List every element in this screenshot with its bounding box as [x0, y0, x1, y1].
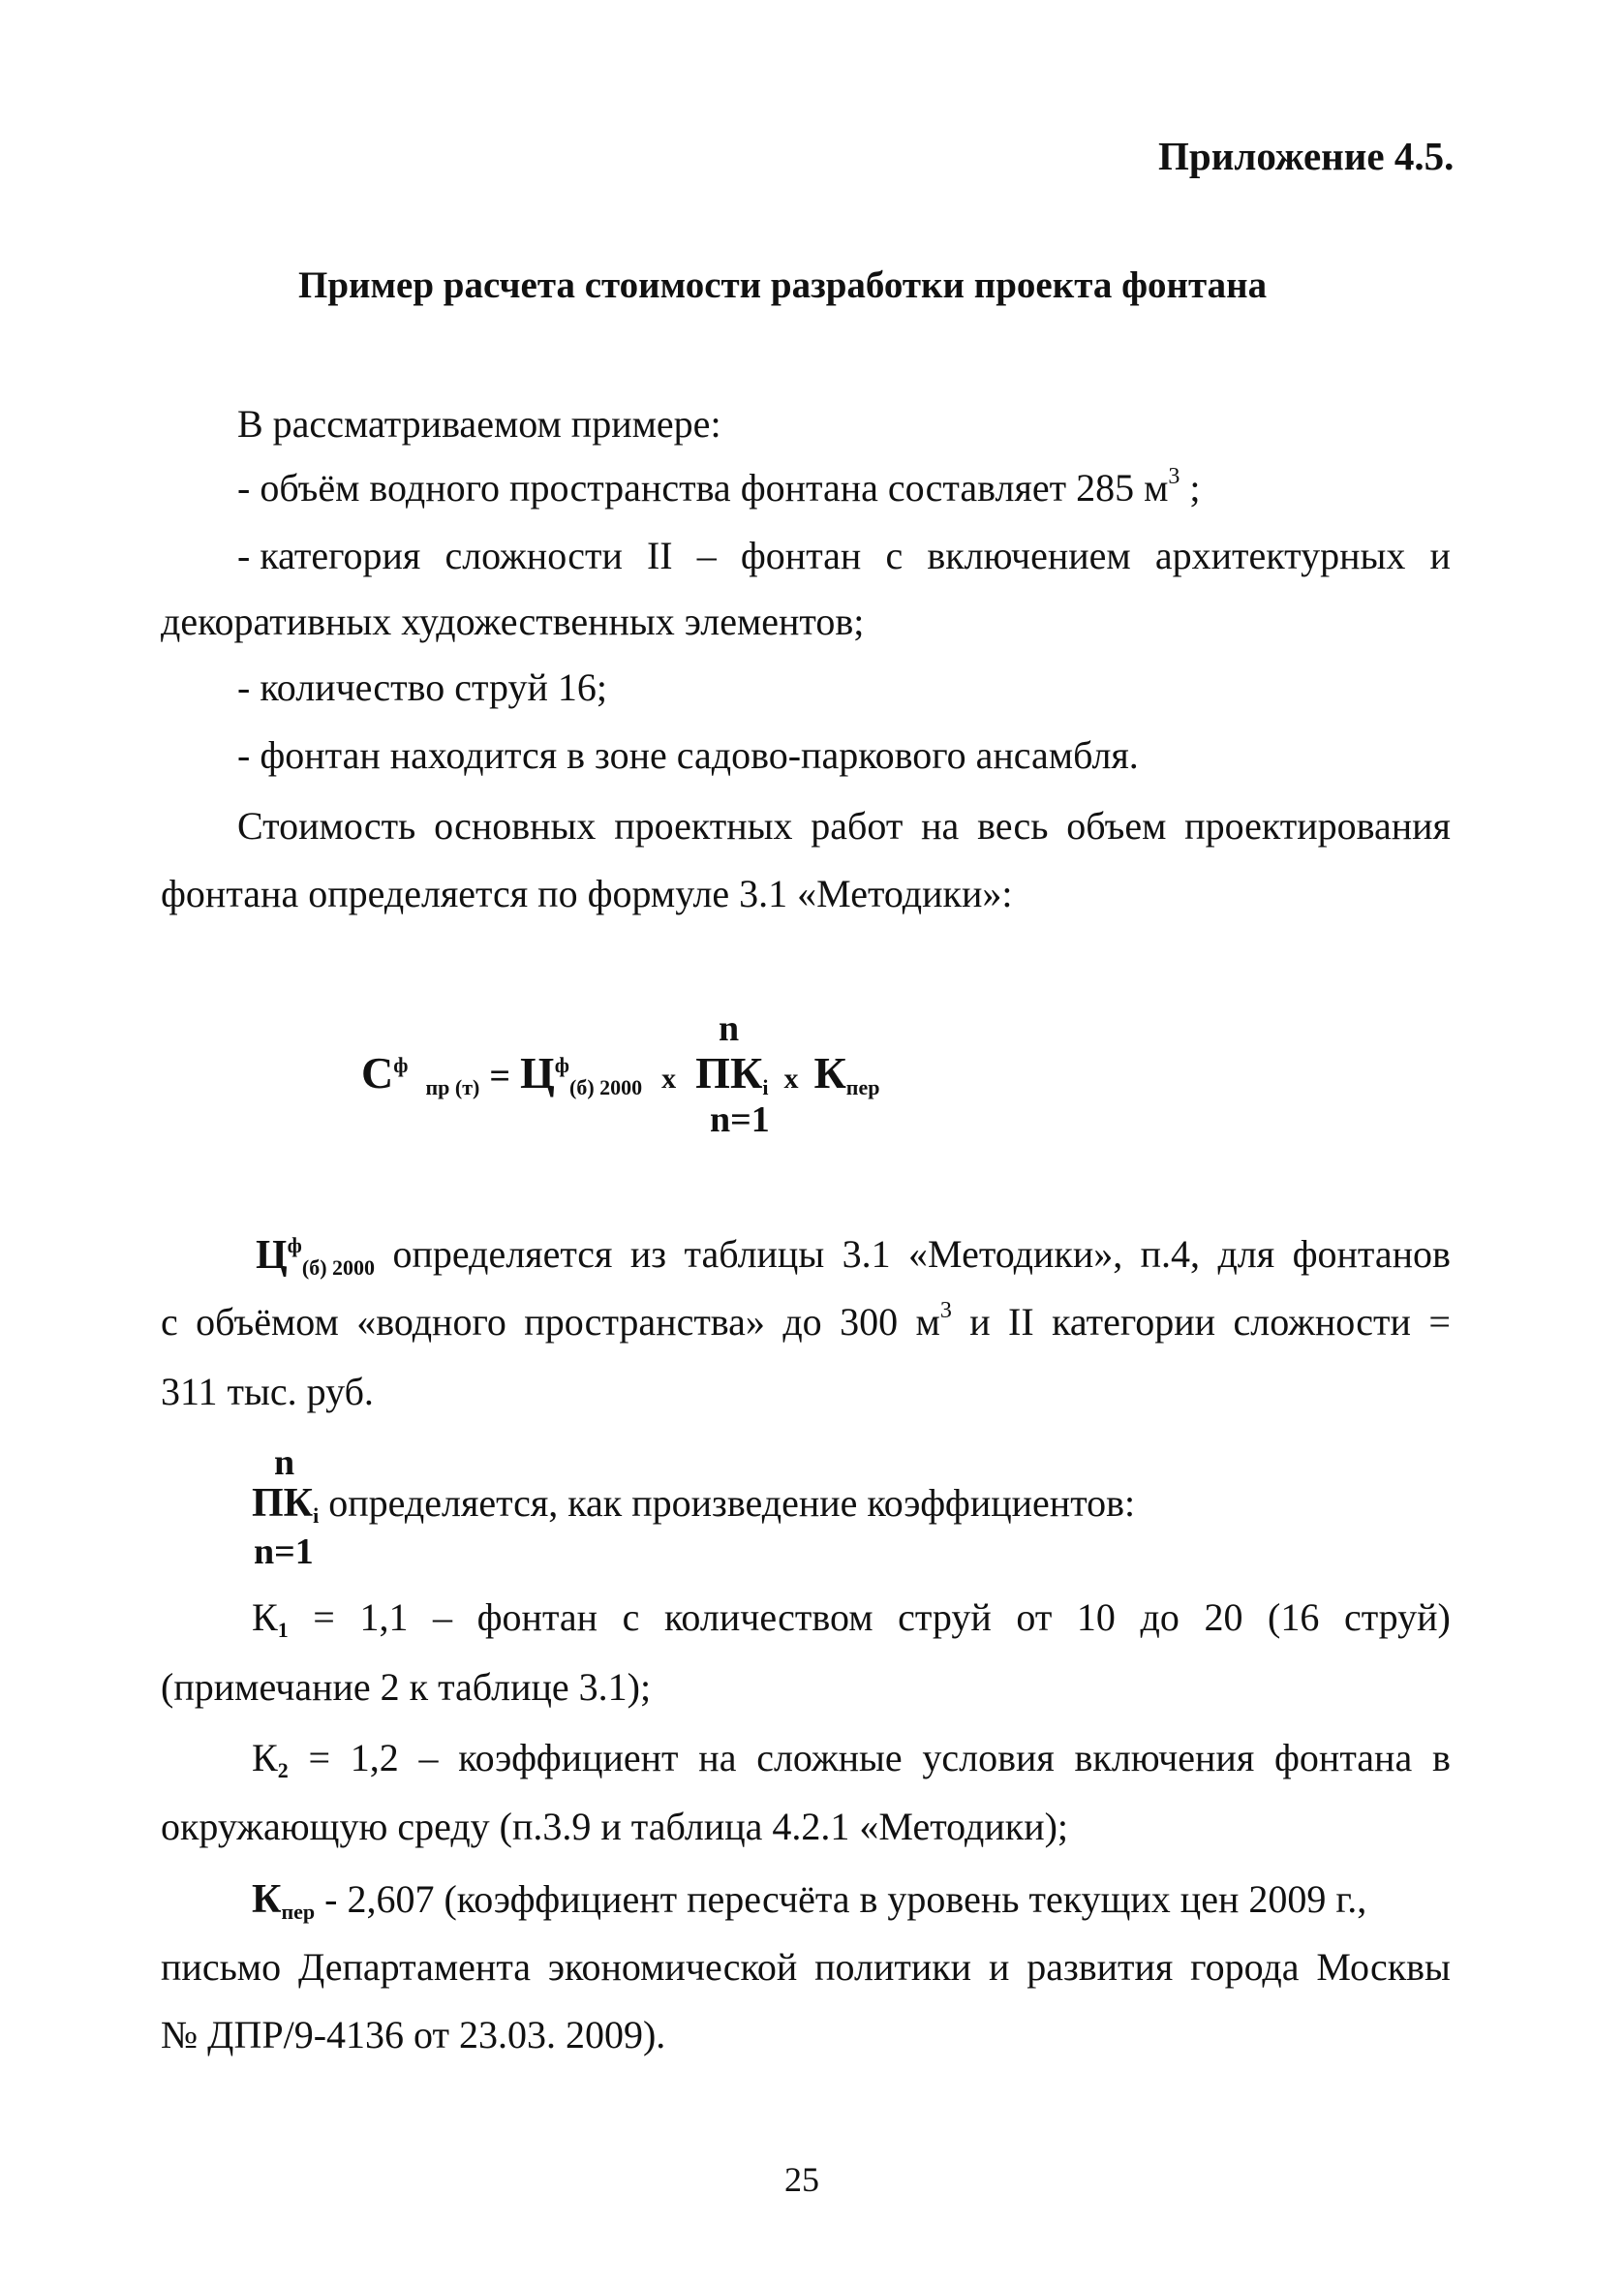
word: развития	[1026, 1945, 1174, 1989]
word: объем	[1066, 804, 1167, 848]
word: количеством	[664, 1595, 873, 1639]
word: политики	[814, 1945, 972, 1989]
paragraph-cost	[237, 804, 1451, 848]
coefficient-kper-line2	[161, 1945, 1451, 1989]
bullet-location: - фонтан находится в зоне садово-паркового ансамбля.	[237, 733, 1139, 777]
word: экономической	[547, 1945, 798, 1989]
intro-line: В рассматриваемом примере:	[237, 402, 721, 446]
word: пространства»	[524, 1300, 765, 1344]
paragraph-base-price-line2	[161, 1298, 1451, 1344]
word: на	[921, 804, 960, 848]
word: - категория	[237, 534, 421, 577]
word: –	[418, 1736, 439, 1779]
bullet-water-volume: - объём водного пространства фонтана составляет 285 $м^3$ ;	[237, 464, 1201, 510]
word: =	[1428, 1300, 1451, 1344]
page-heading: Пример расчета стоимости разработки проекта фонтана	[298, 264, 1268, 306]
formula-lower-n: n=1	[710, 1099, 770, 1140]
word: струй	[898, 1595, 992, 1639]
word: из	[629, 1232, 667, 1276]
word: письмо	[161, 1945, 282, 1989]
word: фонтан	[740, 534, 862, 577]
word: II	[646, 534, 673, 577]
bullet-jets: - количество струй 16;	[237, 665, 607, 709]
word: 20	[1204, 1595, 1243, 1639]
word: сложности	[1233, 1300, 1411, 1344]
word: и	[969, 1300, 991, 1344]
word: Москвы	[1316, 1945, 1451, 1989]
coefficient-k1-continued: (примечание 2 к таблице 3.1);	[161, 1665, 652, 1709]
word: проектирования	[1184, 804, 1451, 848]
word: включения	[1074, 1736, 1255, 1779]
word: работ	[811, 804, 904, 848]
word: включением	[927, 534, 1131, 577]
price-symbol	[256, 1232, 376, 1280]
word: в	[1431, 1736, 1451, 1779]
word: для	[1217, 1232, 1275, 1276]
word: до	[1140, 1595, 1180, 1639]
word: категории	[1052, 1300, 1216, 1344]
word: фонтана	[1274, 1736, 1413, 1779]
coefficient-k2	[252, 1736, 1451, 1782]
coefficient-symbol: К1	[252, 1595, 289, 1642]
word: и	[988, 1945, 1010, 1989]
word: п.4,	[1140, 1232, 1201, 1276]
word: –	[696, 534, 717, 577]
coefficient-kper-line3: № ДПР/9-4136 от 23.03. 2009).	[161, 2013, 666, 2056]
pk-upper-n: n	[274, 1442, 295, 1483]
word: сложные	[756, 1736, 903, 1779]
bullet-category-continued: декоративных художественных элементов;	[161, 600, 865, 643]
pk-lower-n: n=1	[254, 1531, 314, 1572]
word: весь	[977, 804, 1049, 848]
word: Стоимость	[237, 804, 416, 848]
word: коэффициент	[458, 1736, 679, 1779]
unit-m3: $м^3$	[915, 1298, 952, 1344]
price-symbol-sup: ф	[287, 1232, 302, 1257]
coefficient-index: 2	[277, 1757, 289, 1782]
page-number: 25	[784, 2160, 819, 2199]
word: с	[622, 1595, 640, 1639]
word: «водного	[356, 1300, 506, 1344]
word: фонтан	[476, 1595, 598, 1639]
word: Департамента	[297, 1945, 532, 1989]
price-symbol-sub: (б) 2000	[301, 1254, 376, 1280]
word: –	[433, 1595, 453, 1639]
word: (16	[1268, 1595, 1320, 1639]
word: от	[1016, 1595, 1053, 1639]
word: основных	[434, 804, 597, 848]
word: 300	[840, 1300, 899, 1344]
appendix-title: Приложение 4.5.	[1158, 134, 1455, 178]
coefficient-k1	[252, 1595, 1451, 1642]
word: =	[313, 1595, 335, 1639]
price-symbol-letter: Ц	[256, 1233, 288, 1278]
coefficient-kper: Кпер - 2,607 (коэффициент пересчёта в уровень текущих цен 2009 г.,	[252, 1877, 1367, 1924]
paragraph-base-price-line3: 311 тыс. руб.	[161, 1370, 374, 1413]
word: 10	[1076, 1595, 1116, 1639]
word: объёмом	[196, 1300, 339, 1344]
word: 1,2	[350, 1736, 399, 1779]
word: с	[885, 534, 904, 577]
word: струй)	[1343, 1595, 1451, 1639]
word: фонтанов	[1292, 1232, 1451, 1276]
word: на	[698, 1736, 737, 1779]
word: и	[1429, 534, 1451, 577]
word: таблицы	[684, 1232, 825, 1276]
coefficient-index: 1	[277, 1617, 289, 1642]
word: сложности	[444, 534, 623, 577]
word: =	[308, 1736, 330, 1779]
pk-definition: ПКi определяется, как произведение коэффициентов:	[252, 1481, 1136, 1528]
word: 1,1	[359, 1595, 409, 1639]
formula-upper-n: n	[719, 1008, 740, 1049]
word: архитектурных	[1154, 534, 1406, 577]
paragraph-cost-continued: фонтана определяется по формуле 3.1 «Методики»:	[161, 872, 1013, 915]
word: проектных	[614, 804, 793, 848]
word: «Методики»,	[908, 1232, 1123, 1276]
word: определяется	[392, 1232, 613, 1276]
word: 3.1	[842, 1232, 891, 1276]
bullet-category	[237, 534, 1451, 577]
coefficient-symbol: К2	[252, 1736, 289, 1782]
word: до	[782, 1300, 822, 1344]
coefficient-k2-continued: окружающую среду (п.3.9 и таблица 4.2.1 «Методики);	[161, 1805, 1069, 1848]
paragraph-base-price	[256, 1232, 1451, 1280]
word: города	[1190, 1945, 1300, 1989]
formula: $С^ф$ пр $(т) = Ц^ф(б)$ 2000 x ПКi x Кпер	[361, 1048, 880, 1099]
word: II	[1008, 1300, 1034, 1344]
word: с	[161, 1300, 178, 1344]
word: условия	[922, 1736, 1055, 1779]
